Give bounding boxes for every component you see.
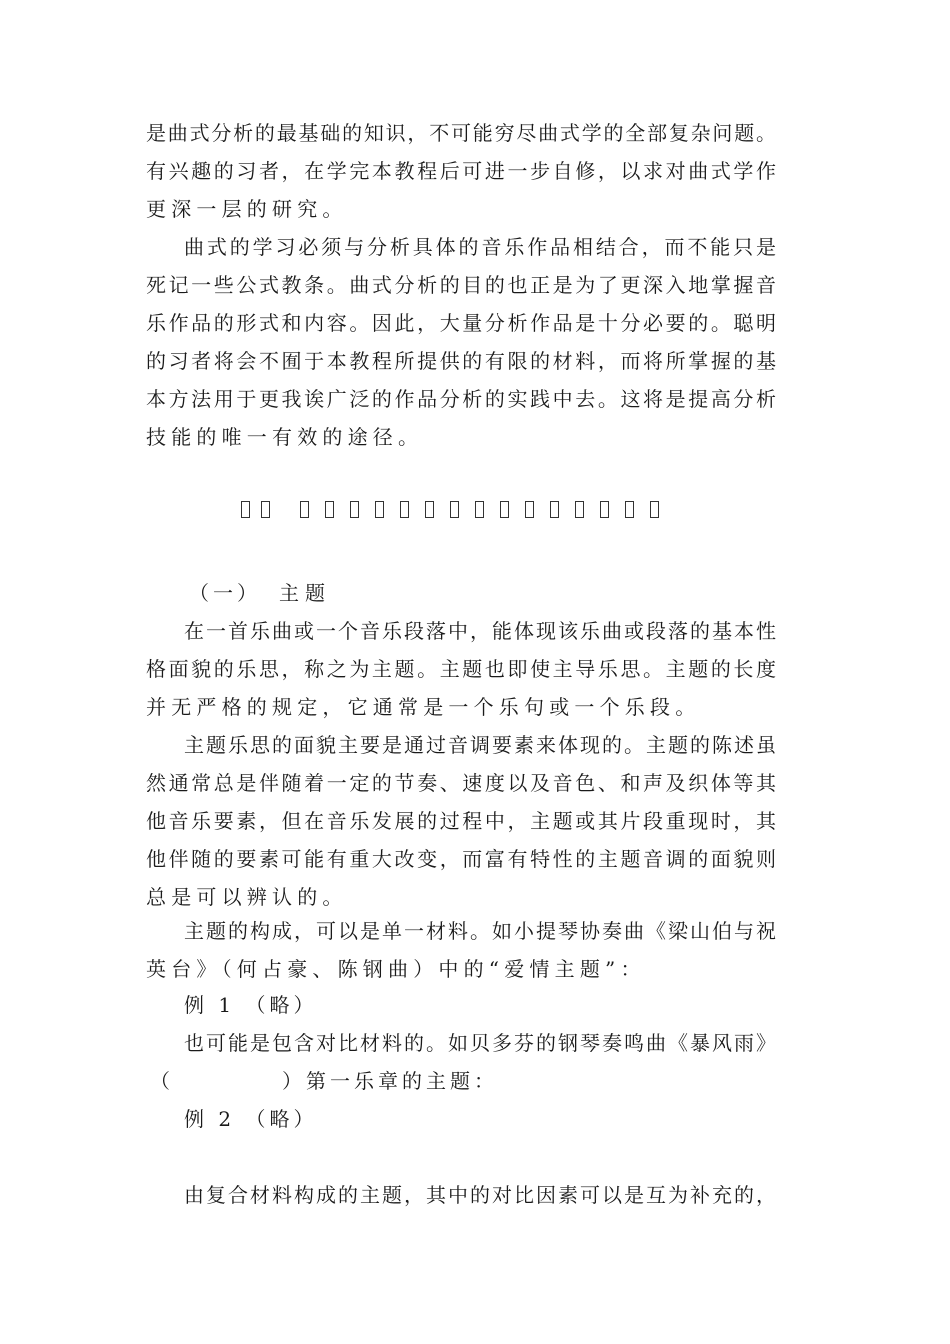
missing-glyph bbox=[400, 501, 409, 518]
para7-line-1: 由复合材料构成的主题，其中的对比因素可以是互为补充的， bbox=[184, 1183, 776, 1207]
missing-glyph bbox=[550, 501, 559, 518]
section-title: 主题 bbox=[279, 581, 331, 605]
para6-line-2: ）第一乐章的主题： bbox=[282, 1069, 498, 1093]
para4-line-5: 总是可以辨认的。 bbox=[146, 885, 348, 909]
missing-glyph bbox=[261, 501, 270, 518]
missing-glyph bbox=[325, 501, 334, 518]
missing-glyph bbox=[525, 501, 534, 518]
para2-line-1: 曲式的学习必须与分析具体的音乐作品相结合，而不能只是 bbox=[184, 235, 776, 259]
missing-glyph bbox=[300, 501, 309, 518]
para6-line-1: 也可能是包含对比材料的。如贝多芬的钢琴奏鸣曲《暴风雨》 bbox=[184, 1031, 776, 1055]
intro-line-2: 有兴趣的习者，在学完本教程后可进一步自修，以求对曲式学作 bbox=[146, 159, 776, 183]
missing-glyph bbox=[241, 501, 250, 518]
missing-glyph bbox=[350, 501, 359, 518]
missing-glyph bbox=[375, 501, 384, 518]
missing-glyph bbox=[625, 501, 634, 518]
missing-glyph bbox=[500, 501, 509, 518]
missing-glyph-heading bbox=[237, 498, 667, 524]
para3-line-3: 并无严格的规定，它通常是一个乐句或一个乐段。 bbox=[146, 695, 701, 719]
example-1: 例 1 （略） bbox=[184, 993, 318, 1017]
missing-glyph bbox=[475, 501, 484, 518]
missing-glyph bbox=[650, 501, 659, 518]
para4-line-2: 然通常总是伴随着一定的节奏、速度以及音色、和声及织体等其 bbox=[146, 771, 776, 795]
missing-glyph bbox=[450, 501, 459, 518]
missing-glyph bbox=[600, 501, 609, 518]
para3-line-2: 格面貌的乐思，称之为主题。主题也即使主导乐思。主题的长度 bbox=[146, 657, 776, 681]
missing-glyph bbox=[575, 501, 584, 518]
missing-glyph bbox=[425, 501, 434, 518]
para2-line-3: 乐作品的形式和内容。因此，大量分析作品是十分必要的。聪明 bbox=[146, 311, 776, 335]
para3-line-1: 在一首乐曲或一个音乐段落中，能体现该乐曲或段落的基本性 bbox=[184, 619, 776, 643]
intro-line-1: 是曲式分析的最基础的知识，不可能穷尽曲式学的全部复杂问题。 bbox=[146, 121, 776, 145]
section-number: （一） bbox=[189, 581, 261, 605]
para2-line-6: 技能的唯一有效的途径。 bbox=[146, 425, 424, 449]
para4-line-4: 他伴随的要素可能有重大改变，而富有特性的主题音调的面貌则 bbox=[146, 847, 776, 871]
para5-line-1: 主题的构成，可以是单一材料。如小提琴协奏曲《梁山伯与祝 bbox=[184, 919, 776, 943]
example-2: 例 2 （略） bbox=[184, 1107, 318, 1131]
para6-paren-open: （ bbox=[150, 1069, 170, 1093]
intro-line-3: 更深一层的研究。 bbox=[146, 197, 348, 221]
para4-line-3: 他音乐要素，但在音乐发展的过程中，主题或其片段重现时，其 bbox=[146, 809, 776, 833]
para2-line-5: 本方法用于更我诶广泛的作品分析的实践中去。这将是提高分析 bbox=[146, 387, 776, 411]
para4-line-1: 主题乐思的面貌主要是通过音调要素来体现的。主题的陈述虽 bbox=[184, 733, 776, 757]
para5-line-2: 英台》（何占豪、陈钢曲）中的“爱情主题”： bbox=[146, 957, 646, 981]
para2-line-2: 死记一些公式教条。曲式分析的目的也正是为了更深入地掌握音 bbox=[146, 273, 776, 297]
para2-line-4: 的习者将会不囿于本教程所提供的有限的材料，而将所掌握的基 bbox=[146, 349, 776, 373]
